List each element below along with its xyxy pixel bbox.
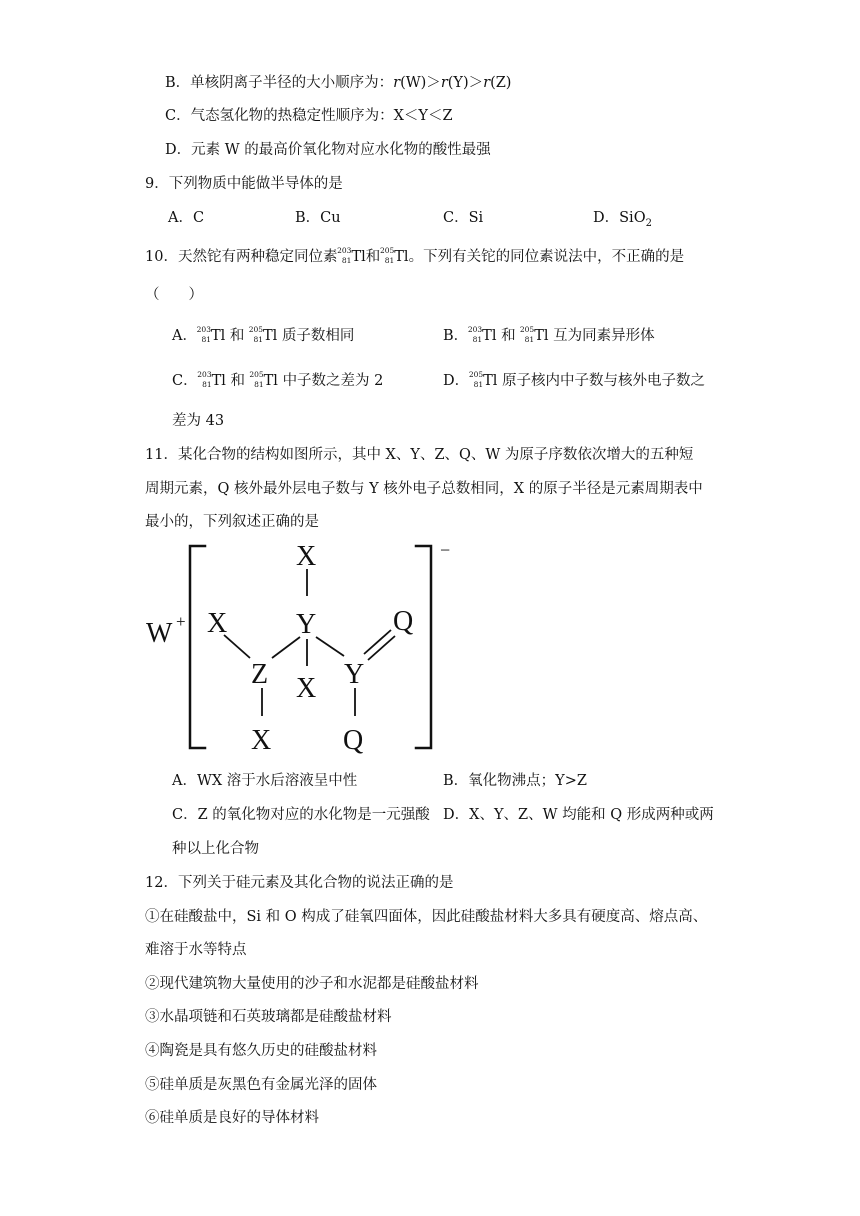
atom-y-right: Y bbox=[344, 659, 365, 690]
q10-option-c: C． 203 81 Tl 和 205 81 Tl 中子数之差为 2 bbox=[172, 370, 384, 389]
atom-q-top: Q bbox=[393, 606, 414, 637]
q11-option-d-cont: 种以上化合物 bbox=[172, 841, 259, 857]
q8-option-c: C．气态氢化物的热稳定性顺序为：X＜Y＜Z bbox=[165, 108, 453, 124]
q11-option-a: A．WX 溶于水后溶液呈中性 bbox=[172, 773, 358, 789]
q8-option-d: D．元素 W 的最高价氧化物对应水化物的酸性最强 bbox=[165, 142, 491, 158]
bond-y-y bbox=[316, 637, 344, 656]
q9-option-d: D．SiO$_2$ bbox=[593, 210, 652, 229]
q11-option-c: C．Z 的氧化物对应的水化物是一元强酸 bbox=[172, 807, 430, 823]
q12-statement-1-cont: 难溶于水等特点 bbox=[145, 942, 247, 958]
q9-option-c: C．Si bbox=[443, 210, 484, 226]
atom-x-middle: X bbox=[296, 673, 317, 704]
q10-answer-paren: （ ） bbox=[145, 287, 203, 303]
q12-statement-4: ④陶瓷是具有悠久历史的硅酸盐材料 bbox=[145, 1043, 377, 1059]
bond-x-z bbox=[224, 635, 250, 658]
q11-option-b: B．氧化物沸点；Y>Z bbox=[443, 773, 587, 789]
q11-stem-3: 最小的，下列叙述正确的是 bbox=[145, 514, 319, 530]
q12-statement-3: ③水晶项链和石英玻璃都是硅酸盐材料 bbox=[145, 1009, 392, 1025]
isotope-tl203: 203 81 bbox=[337, 246, 352, 265]
q10-option-b: B． 203 81 Tl 和 205 81 Tl 互为同素异形体 bbox=[443, 325, 655, 344]
atom-z: Z bbox=[251, 659, 269, 690]
cation-charge: + bbox=[176, 612, 186, 631]
atom-q-bottom: Q bbox=[343, 725, 364, 756]
right-bracket bbox=[416, 546, 431, 748]
q11-stem-2: 周期元素，Q 核外最外层电子数与 Y 核外电子总数相同，X 的原子半径是元素周期表中 bbox=[145, 481, 703, 497]
q10-option-d-cont: 差为 43 bbox=[172, 413, 225, 429]
atom-w: W bbox=[146, 618, 173, 649]
bond-y-z bbox=[272, 637, 300, 658]
q10-option-d: D． 205 81 Tl 原子核内中子数与核外电子数之 bbox=[443, 370, 706, 389]
atom-x-bottom: X bbox=[251, 725, 272, 756]
q9-option-b: B．Cu bbox=[295, 210, 341, 226]
q11-option-d: D．X、Y、Z、W 均能和 Q 形成两种或两 bbox=[443, 807, 714, 823]
q11-stem-1: 11．某化合物的结构如图所示，其中 X、Y、Z、Q、W 为原子序数依次增大的五种短 bbox=[145, 447, 694, 463]
isotope-tl205: 205 81 bbox=[379, 246, 395, 265]
q12-statement-6: ⑥硅单质是良好的导体材料 bbox=[145, 1110, 319, 1126]
q12-stem: 12．下列关于硅元素及其化合物的说法正确的是 bbox=[145, 875, 454, 891]
q12-statement-2: ②现代建筑物大量使用的沙子和水泥都是硅酸盐材料 bbox=[145, 976, 479, 992]
atom-x-left: X bbox=[207, 608, 228, 639]
q12-statement-1: ①在硅酸盐中，Si 和 O 构成了硅氧四面体，因此硅酸盐材料大多具有硬度高、熔点高、 bbox=[145, 909, 708, 925]
q10-option-a: A． 203 81 Tl 和 205 81 Tl 质子数相同 bbox=[172, 325, 355, 344]
atom-x-top: X bbox=[296, 541, 317, 572]
q9-option-a: A．C bbox=[168, 210, 205, 226]
q8-option-b: B．单核阴离子半径的大小顺序为：r(W)＞r(Y)＞r(Z) bbox=[165, 75, 512, 91]
anion-charge: − bbox=[440, 540, 451, 560]
q12-statement-5: ⑤硅单质是灰黑色有金属光泽的固体 bbox=[145, 1077, 377, 1093]
q9-stem: 9．下列物质中能做半导体的是 bbox=[145, 176, 343, 192]
left-bracket bbox=[190, 546, 205, 748]
q10-stem: 10．天然铊有两种稳定同位素 203 81 Tl和 205 81 Tl。下列有关铊的同位素说法中，不正确的是 bbox=[145, 246, 685, 265]
atom-y-center: Y bbox=[296, 609, 317, 640]
